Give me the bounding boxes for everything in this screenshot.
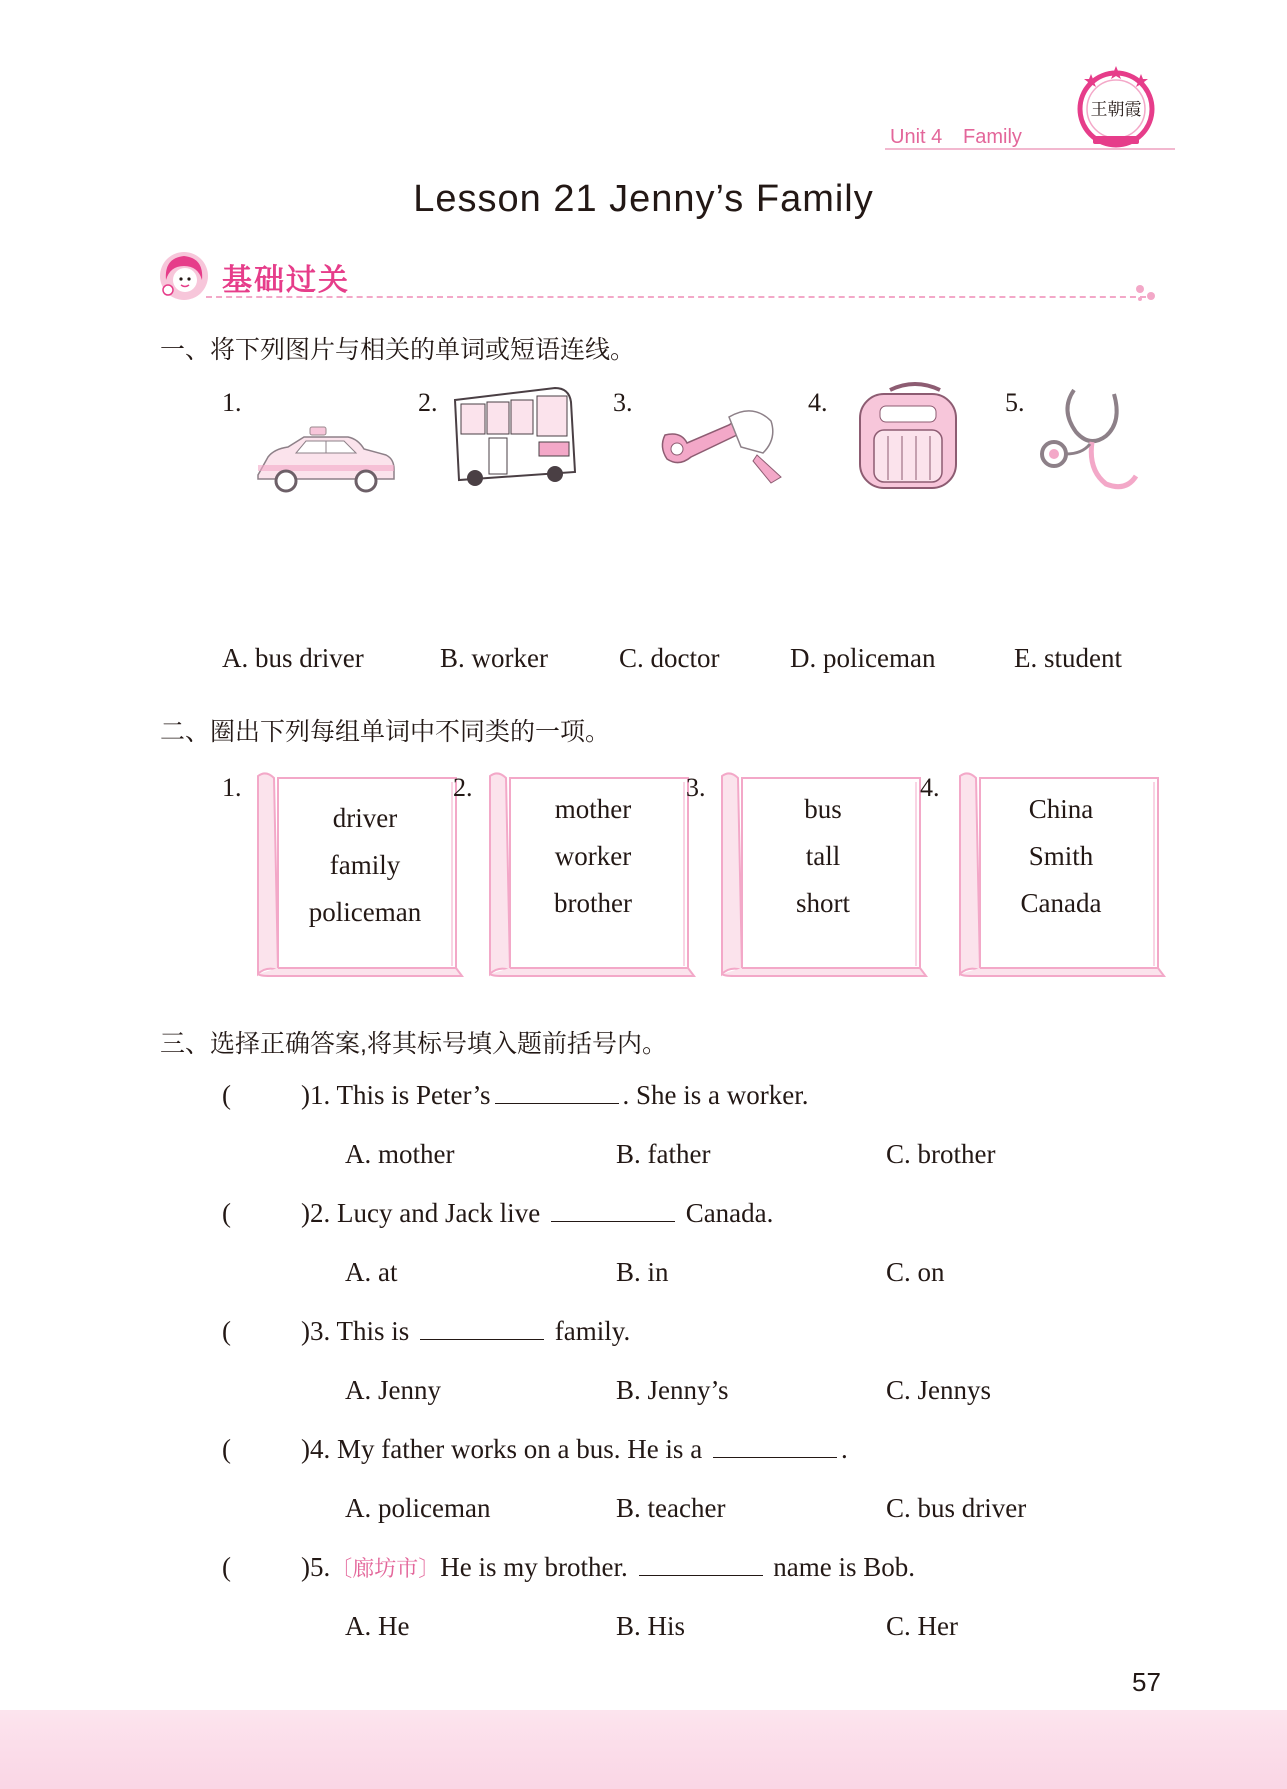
- choice-c: C. bus driver: [886, 1493, 1027, 1523]
- q2-heading: 二、圈出下列每组单词中不同类的一项。: [160, 718, 611, 746]
- choice-b: B. His: [616, 1611, 686, 1641]
- question-stem: [301, 1316, 630, 1347]
- choice-b: B. Jenny’s: [616, 1375, 729, 1405]
- stem-after: family.: [554, 1316, 631, 1346]
- q1-option: C. doctor: [619, 643, 720, 673]
- unit-topic: Family: [963, 126, 1022, 148]
- stem-before: He is my brother.: [440, 1552, 628, 1582]
- taxi-car-icon: [248, 405, 398, 515]
- question-stem: [301, 1080, 808, 1111]
- question-number: 5.: [310, 1552, 331, 1582]
- question-stem: [301, 1198, 773, 1229]
- stem-after: . She is a worker.: [622, 1080, 809, 1110]
- choice-a: A. policeman: [345, 1493, 491, 1523]
- word: Canada: [1020, 888, 1102, 918]
- question-stem: [301, 1434, 848, 1465]
- answer-paren-close: ): [301, 1434, 310, 1464]
- answer-paren-open: (: [222, 1316, 231, 1346]
- answer-paren-close: ): [301, 1316, 310, 1346]
- picture-number: 4.: [808, 388, 828, 417]
- word: China: [1028, 794, 1094, 824]
- word: short: [796, 888, 850, 918]
- page-number: 57: [1132, 1667, 1161, 1697]
- word: Smith: [1028, 841, 1094, 871]
- stem-before: My father works on a bus. He is a: [337, 1434, 703, 1464]
- stethoscope-icon: [1030, 380, 1180, 490]
- word: mother: [554, 794, 632, 824]
- word: bus: [804, 794, 842, 824]
- answer-blank[interactable]: [639, 1552, 763, 1576]
- q1-option: D. policeman: [790, 643, 936, 673]
- question-number: 2.: [310, 1198, 331, 1228]
- answer-blank[interactable]: [713, 1434, 837, 1458]
- answer-paren-open: (: [222, 1552, 231, 1582]
- backpack-icon: [840, 380, 990, 490]
- answer-paren-close: ): [301, 1552, 310, 1582]
- picture-number: 2.: [418, 388, 438, 417]
- picture-number: 1.: [222, 388, 242, 417]
- group-number: 2.: [453, 773, 473, 802]
- group-number: 3.: [686, 773, 706, 802]
- word: policeman: [308, 897, 422, 927]
- choice-c: C. brother: [886, 1139, 996, 1169]
- choice-a: A. Jenny: [345, 1375, 441, 1405]
- question-number: 4.: [310, 1434, 331, 1464]
- group-number: 1.: [222, 773, 242, 802]
- stem-after: name is Bob.: [773, 1552, 915, 1582]
- word: family: [329, 850, 401, 880]
- region-tag: 〔廊坊市〕: [330, 1556, 441, 1581]
- stem-after: .: [840, 1434, 848, 1464]
- question-number: 1.: [310, 1080, 331, 1110]
- answer-paren-open: (: [222, 1080, 231, 1110]
- bus-icon: [445, 380, 595, 490]
- q1-option: E. student: [1014, 643, 1122, 673]
- wrench-hand-icon: [645, 395, 795, 505]
- seal-text: 王朝霞: [1090, 100, 1142, 120]
- word: brother: [554, 888, 632, 918]
- choice-a: A. He: [345, 1611, 410, 1641]
- answer-paren-close: ): [301, 1198, 310, 1228]
- choice-b: B. father: [616, 1139, 711, 1169]
- word: driver: [332, 803, 398, 833]
- answer-paren-close: ): [301, 1080, 310, 1110]
- stem-before: This is: [336, 1316, 410, 1346]
- question-number: 3.: [310, 1316, 331, 1346]
- answer-blank[interactable]: [495, 1080, 619, 1104]
- stem-after: Canada.: [685, 1198, 774, 1228]
- choice-a: A. mother: [345, 1139, 455, 1169]
- question-stem: [301, 1552, 915, 1583]
- q3-heading: 三、选择正确答案,将其标号填入题前括号内。: [160, 1030, 667, 1058]
- picture-number: 3.: [613, 388, 633, 417]
- answer-paren-open: (: [222, 1198, 231, 1228]
- lesson-title: Lesson 21 Jenny’s Family: [413, 178, 874, 220]
- q1-option: A. bus driver: [222, 643, 364, 673]
- stem-before: This is Peter’s: [336, 1080, 491, 1110]
- girl-avatar-icon: [158, 250, 210, 302]
- picture-number: 5.: [1005, 388, 1025, 417]
- answer-paren-open: (: [222, 1434, 231, 1464]
- footer-band: [0, 1710, 1287, 1789]
- publisher-seal-logo: [1073, 62, 1159, 148]
- choice-a: A. at: [345, 1257, 398, 1287]
- choice-c: C. Her: [886, 1611, 958, 1641]
- choice-b: B. in: [616, 1257, 669, 1287]
- q1-option: B. worker: [440, 643, 548, 673]
- group-number: 4.: [920, 773, 940, 802]
- divider-dots-icon: [1134, 283, 1158, 303]
- stem-before: Lucy and Jack live: [337, 1198, 541, 1228]
- word: tall: [805, 841, 841, 871]
- word: worker: [554, 841, 632, 871]
- section-divider: [206, 296, 1146, 298]
- unit-label: Unit 4: [890, 126, 943, 148]
- q1-heading: 一、将下列图片与相关的单词或短语连线。: [160, 336, 636, 364]
- choice-b: B. teacher: [616, 1493, 726, 1523]
- answer-blank[interactable]: [551, 1198, 675, 1222]
- answer-blank[interactable]: [420, 1316, 544, 1340]
- section-title: 基础过关: [222, 264, 350, 297]
- choice-c: C. on: [886, 1257, 945, 1287]
- choice-c: C. Jennys: [886, 1375, 992, 1405]
